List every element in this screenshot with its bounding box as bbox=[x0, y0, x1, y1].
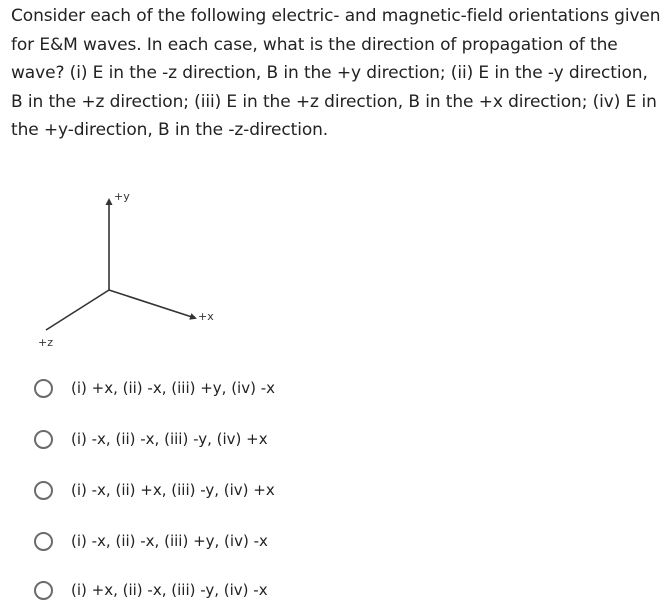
option-label: (i) +x, (ii) -x, (iii) +y, (iv) -x bbox=[71, 379, 276, 397]
x-axis-line bbox=[109, 290, 195, 318]
radio-button[interactable] bbox=[34, 581, 53, 600]
answer-option-5[interactable] bbox=[34, 575, 268, 605]
option-label: (i) +x, (ii) -x, (iii) -y, (iv) -x bbox=[71, 581, 268, 599]
y-axis-label: +y bbox=[114, 190, 130, 203]
radio-button[interactable] bbox=[34, 481, 53, 500]
answer-option-2[interactable] bbox=[34, 424, 268, 454]
question-text: Consider each of the following electric- and magnetic-field orientations given for E&M waves. In each case, what is the direction of propagation of the wave? (i) E in the -z direction, B in the +y direction; (ii) E in the -y direction, B in the +z direction; (iii) E in the +z direction, B in the +x direction; (iv) E in the +y-direction, B in the -z-direction. bbox=[11, 6, 661, 140]
radio-button[interactable] bbox=[34, 532, 53, 551]
answer-option-3[interactable] bbox=[34, 475, 275, 505]
z-axis-line bbox=[46, 290, 109, 330]
x-axis-label: +x bbox=[198, 310, 214, 323]
option-label: (i) -x, (ii) +x, (iii) -y, (iv) +x bbox=[71, 481, 275, 499]
radio-button[interactable] bbox=[34, 379, 53, 398]
answer-option-4[interactable] bbox=[34, 526, 268, 556]
answer-option-1[interactable] bbox=[34, 373, 275, 403]
radio-button[interactable] bbox=[34, 430, 53, 449]
option-label: (i) -x, (ii) -x, (iii) -y, (iv) +x bbox=[71, 430, 268, 448]
z-axis-label: +z bbox=[38, 336, 53, 349]
option-label: (i) -x, (ii) -x, (iii) +y, (iv) -x bbox=[71, 532, 268, 550]
